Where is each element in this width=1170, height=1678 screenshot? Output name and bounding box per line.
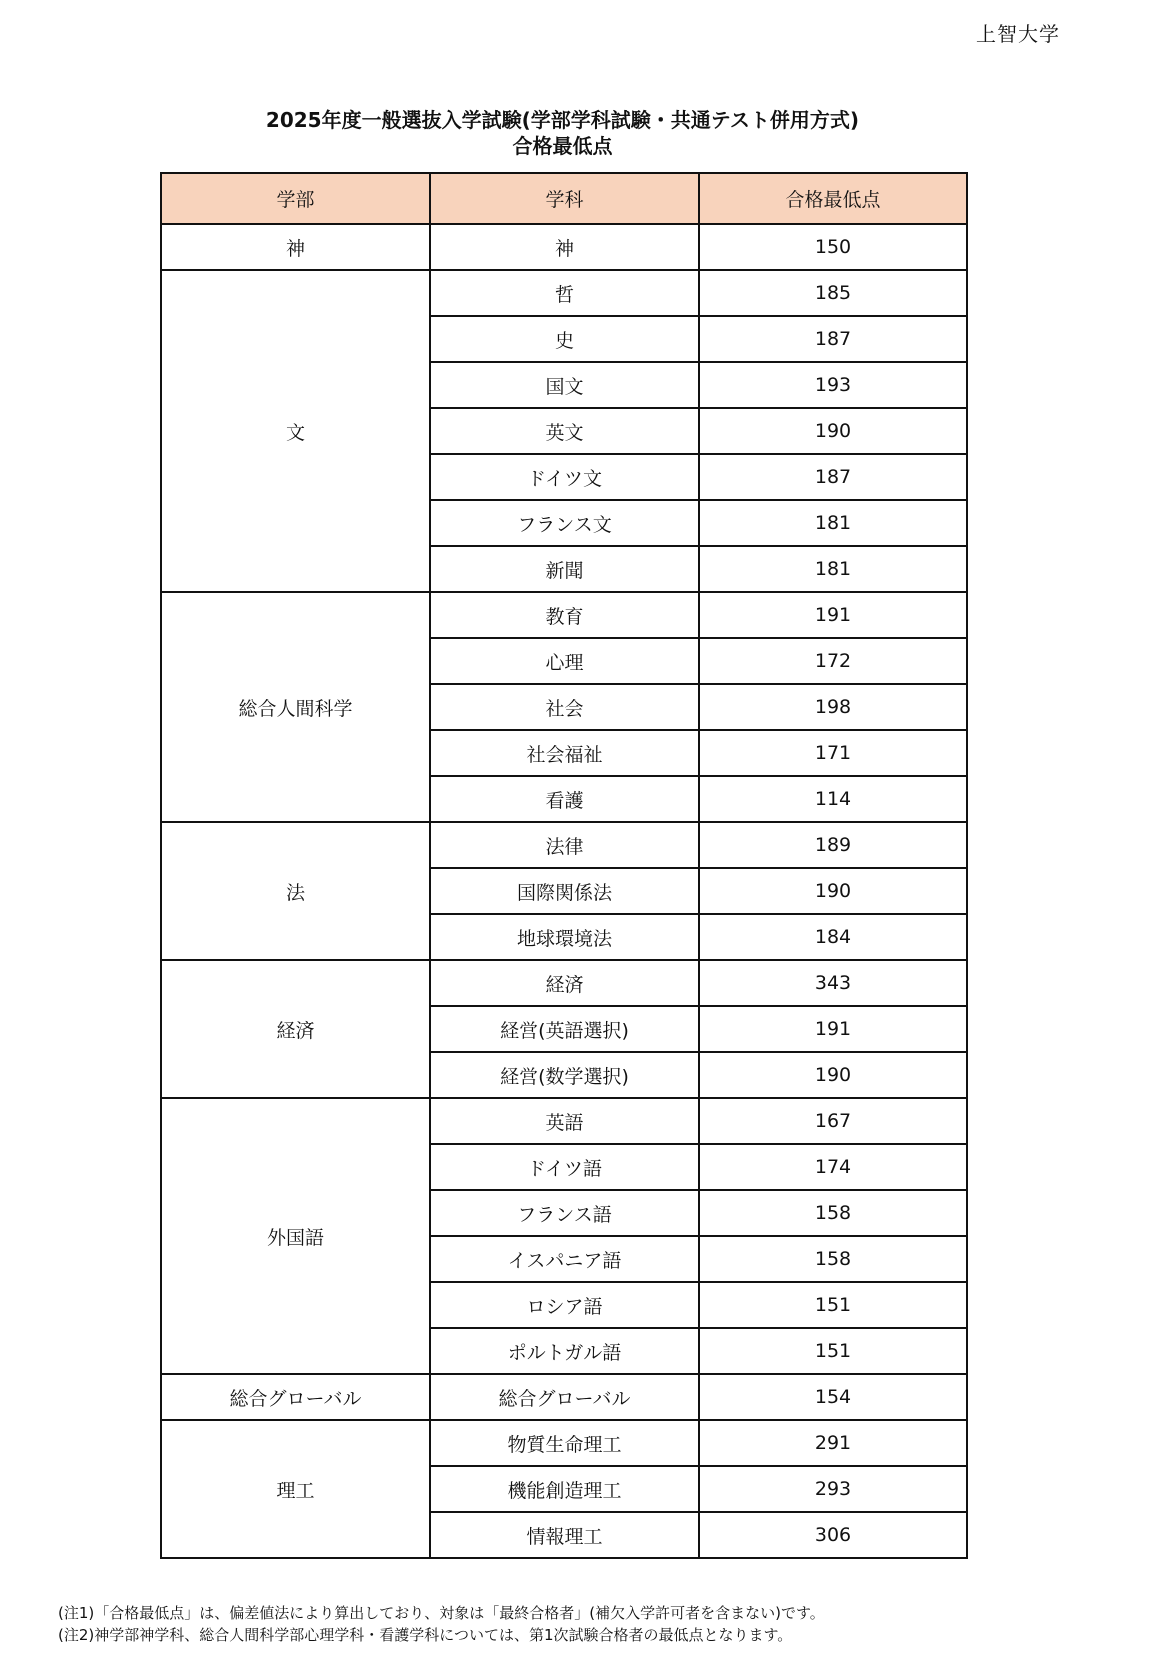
department-cell: 経営(英語選択)	[430, 1006, 699, 1052]
min-score-cell: 114	[699, 776, 967, 822]
department-cell: 物質生命理工	[430, 1420, 699, 1466]
footnotes	[58, 1602, 825, 1646]
table-header-row	[161, 173, 967, 224]
faculty-cell: 経済	[161, 960, 430, 1098]
min-score-cell: 306	[699, 1512, 967, 1558]
min-score-cell: 191	[699, 592, 967, 638]
min-score-cell: 193	[699, 362, 967, 408]
department-cell: 史	[430, 316, 699, 362]
department-cell: フランス語	[430, 1190, 699, 1236]
faculty-cell: 文	[161, 270, 430, 592]
department-cell: 英語	[430, 1098, 699, 1144]
faculty-cell: 神	[161, 224, 430, 270]
min-score-cell: 190	[699, 868, 967, 914]
min-score-cell: 172	[699, 638, 967, 684]
department-cell: 国文	[430, 362, 699, 408]
page-title	[0, 107, 1125, 159]
department-cell: 情報理工	[430, 1512, 699, 1558]
table-row	[161, 1420, 967, 1466]
faculty-cell: 総合グローバル	[161, 1374, 430, 1420]
min-score-cell: 174	[699, 1144, 967, 1190]
table-row	[161, 270, 967, 316]
department-cell: 心理	[430, 638, 699, 684]
table-row	[161, 1098, 967, 1144]
department-cell: ドイツ語	[430, 1144, 699, 1190]
department-cell: ロシア語	[430, 1282, 699, 1328]
table-row	[161, 822, 967, 868]
department-cell: イスパニア語	[430, 1236, 699, 1282]
department-cell: 法律	[430, 822, 699, 868]
department-cell: 総合グローバル	[430, 1374, 699, 1420]
faculty-cell: 外国語	[161, 1098, 430, 1374]
faculty-cell: 総合人間科学	[161, 592, 430, 822]
header-faculty: 学部	[161, 173, 430, 224]
title-line-1: 2025年度一般選抜入学試験(学部学科試験・共通テスト併用方式)	[265, 108, 860, 132]
footnote-2: (注2)神学部神学科、総合人間科学部心理学科・看護学科については、第1次試験合格者の最低点となります。	[58, 1626, 793, 1644]
table-row	[161, 960, 967, 1006]
min-score-cell: 343	[699, 960, 967, 1006]
faculty-cell: 法	[161, 822, 430, 960]
department-cell: 新聞	[430, 546, 699, 592]
department-cell: 国際関係法	[430, 868, 699, 914]
department-cell: 機能創造理工	[430, 1466, 699, 1512]
min-score-cell: 187	[699, 454, 967, 500]
department-cell: 経営(数学選択)	[430, 1052, 699, 1098]
min-score-cell: 184	[699, 914, 967, 960]
university-name: 上智大学	[976, 22, 1060, 46]
department-cell: 経済	[430, 960, 699, 1006]
min-score-cell: 291	[699, 1420, 967, 1466]
table-row	[161, 224, 967, 270]
min-score-cell: 158	[699, 1190, 967, 1236]
min-score-cell: 191	[699, 1006, 967, 1052]
table-row	[161, 592, 967, 638]
department-cell: ポルトガル語	[430, 1328, 699, 1374]
department-cell: ドイツ文	[430, 454, 699, 500]
min-score-cell: 189	[699, 822, 967, 868]
min-score-cell: 154	[699, 1374, 967, 1420]
min-score-cell: 190	[699, 408, 967, 454]
min-score-cell: 150	[699, 224, 967, 270]
department-cell: フランス文	[430, 500, 699, 546]
table-body	[161, 224, 967, 1558]
title-line-2: 合格最低点	[512, 134, 613, 158]
min-score-table	[160, 172, 968, 1559]
min-score-cell: 151	[699, 1282, 967, 1328]
header-min-score: 合格最低点	[699, 173, 967, 224]
min-score-cell: 181	[699, 500, 967, 546]
department-cell: 英文	[430, 408, 699, 454]
min-score-cell: 190	[699, 1052, 967, 1098]
department-cell: 哲	[430, 270, 699, 316]
min-score-cell: 187	[699, 316, 967, 362]
min-score-cell: 181	[699, 546, 967, 592]
department-cell: 看護	[430, 776, 699, 822]
faculty-cell: 理工	[161, 1420, 430, 1558]
min-score-cell: 185	[699, 270, 967, 316]
table-row	[161, 1374, 967, 1420]
header-department: 学科	[430, 173, 699, 224]
department-cell: 教育	[430, 592, 699, 638]
department-cell: 社会福祉	[430, 730, 699, 776]
min-score-cell: 171	[699, 730, 967, 776]
min-score-cell: 151	[699, 1328, 967, 1374]
min-score-cell: 293	[699, 1466, 967, 1512]
min-score-cell: 167	[699, 1098, 967, 1144]
footnote-1: (注1)「合格最低点」は、偏差値法により算出しており、対象は「最終合格者」(補欠入学許可者を含まない)です。	[58, 1604, 825, 1622]
min-score-cell: 158	[699, 1236, 967, 1282]
department-cell: 社会	[430, 684, 699, 730]
department-cell: 地球環境法	[430, 914, 699, 960]
min-score-cell: 198	[699, 684, 967, 730]
department-cell: 神	[430, 224, 699, 270]
